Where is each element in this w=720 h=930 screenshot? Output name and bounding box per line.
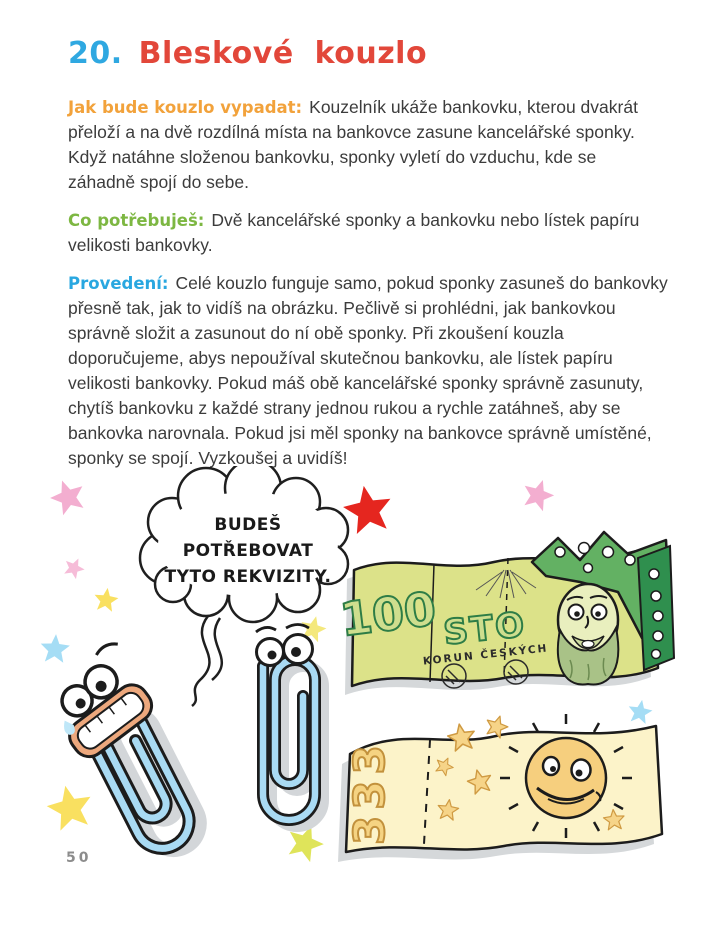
paragraph-how-it-looks xyxy=(68,95,668,195)
bubble-line-2: POTŘEBOVAT xyxy=(182,541,314,561)
lead-how-it-looks: Jak bude kouzlo vypadat: xyxy=(68,98,303,117)
body-execution: Celé kouzlo funguje samo, pokud sponky zasuneš do bankovky přesně tak, jak to vidíš na obrázku. Pečlivě si prohlédni, jak bankovkou správně složit a zasunout do ní obě sponky. Při zkoušení kouzla doporučujeme, abys nepoužíval skutečnou bankovku, ale lístek papíru velikosti bankovky. Pokud máš obě kancelářské sponky správně zasunuty, chytíš bankovku z každé strany jednou rukou a rychle zatáhneš, aby se bankovka narovnala. Pokud jsi měl sponky na bankovce správně umístěné, sponky se spojí. Vyzkoušej a uvidíš! xyxy=(68,273,668,468)
banknote-value: 100 xyxy=(337,581,439,647)
text-column xyxy=(68,95,668,484)
decor-star-yellow-1 xyxy=(90,584,122,616)
paperclip-right-character xyxy=(230,618,346,850)
right-eyebrow xyxy=(286,625,309,629)
banknote-currency: KORUN ČESKÝCH xyxy=(422,642,549,668)
decor-star-pink-2 xyxy=(58,552,90,584)
trick-number: 20. xyxy=(68,36,123,71)
paperclip-left-character xyxy=(46,628,236,880)
play-note-illustration xyxy=(334,696,678,868)
bubble-line-3: TYTO REKVIZITY. xyxy=(164,567,332,587)
play-note-value: 333 xyxy=(345,739,394,845)
body-how-it-looks: Kouzelník ukáže bankovku, kterou dvakrát přeloží a na dvě rozdílná místa na bankovce zasune kancelářské sponky. Když natáhne složenou bankovku, sponky vyletí do vzduchu, kde se záhadně spojí do sebe. xyxy=(68,97,638,192)
trick-title: Bleskové kouzlo xyxy=(138,36,428,71)
body-what-you-need: Dvě kancelářské sponky a bankovku nebo lístek papíru velikosti bankovky. xyxy=(68,210,640,255)
banknote-value-word: STO xyxy=(441,604,529,654)
lead-execution: Provedení: xyxy=(68,274,169,293)
lead-what-you-need: Co potřebuješ: xyxy=(68,211,205,230)
paragraph-what-you-need xyxy=(68,208,668,258)
bubble-line-1: BUDEŠ xyxy=(214,515,282,535)
sun-disc xyxy=(526,738,606,818)
king-mouth xyxy=(582,641,594,648)
banknote-illustration xyxy=(336,518,680,714)
page-number: 50 xyxy=(66,850,92,866)
eyebrow xyxy=(95,641,118,655)
paragraph-execution xyxy=(68,271,668,471)
left-eyebrow xyxy=(256,627,276,632)
page-title xyxy=(68,36,427,71)
